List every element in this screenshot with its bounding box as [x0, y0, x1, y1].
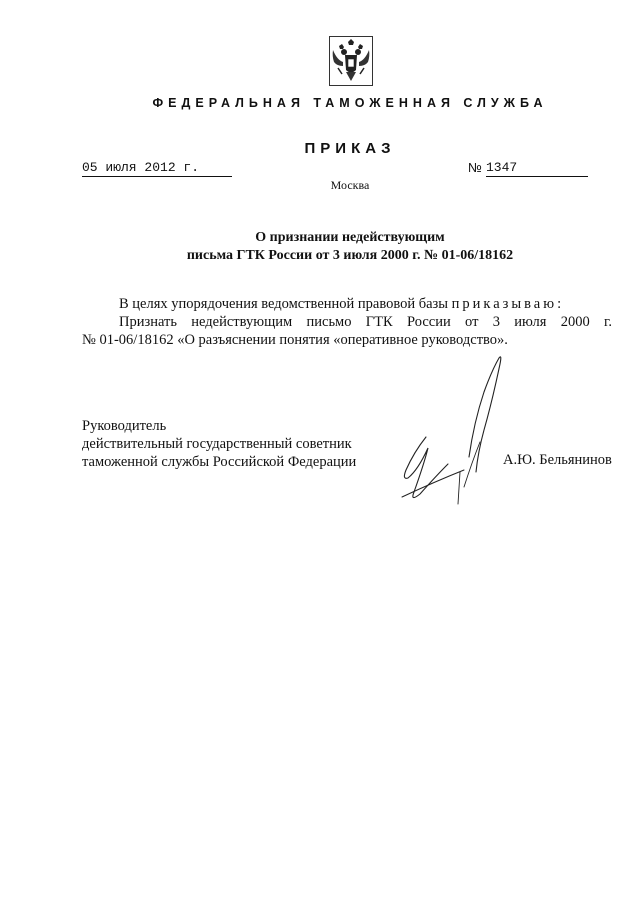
handwritten-signature: [384, 352, 519, 512]
signatory-title: [82, 417, 356, 471]
order-number: 1347: [486, 160, 588, 177]
number-sign: №: [468, 160, 482, 175]
signatory-title-line-1: Руководитель: [82, 418, 167, 434]
signatory-title-line-2: действительный государственный советник: [82, 436, 352, 452]
coat-of-arms-icon: [329, 36, 373, 86]
subject-line-1: О признании недействующим: [255, 230, 445, 245]
preamble-paragraph: [82, 295, 612, 313]
order-clause-line-2: № 01-06/18162 «О разъяснении понятия «оперативное руководство».: [82, 332, 508, 348]
city: Москва: [330, 178, 370, 192]
order-body: [82, 295, 612, 349]
signatory-name: А.Ю. Бельянинов: [503, 452, 612, 468]
order-clause-line-1: Признать недействующим письмо ГТК России от 3 июля 2000 г.: [119, 314, 612, 330]
signatory-title-line-3: таможенной службы Российской Федерации: [82, 454, 357, 470]
document-type: ПРИКАЗ: [304, 140, 396, 157]
order-date: 05 июля 2012 г.: [82, 160, 232, 177]
subject-line-2: письма ГТК России от 3 июля 2000 г. № 01-06/18162: [186, 248, 514, 263]
command-word: приказываю:: [451, 296, 565, 312]
preamble-text: В целях упорядочения ведомственной правовой базы: [119, 296, 449, 312]
agency-name: ФЕДЕРАЛЬНАЯ ТАМОЖЕННАЯ СЛУЖБА: [152, 96, 548, 110]
order-subject: [0, 229, 640, 265]
